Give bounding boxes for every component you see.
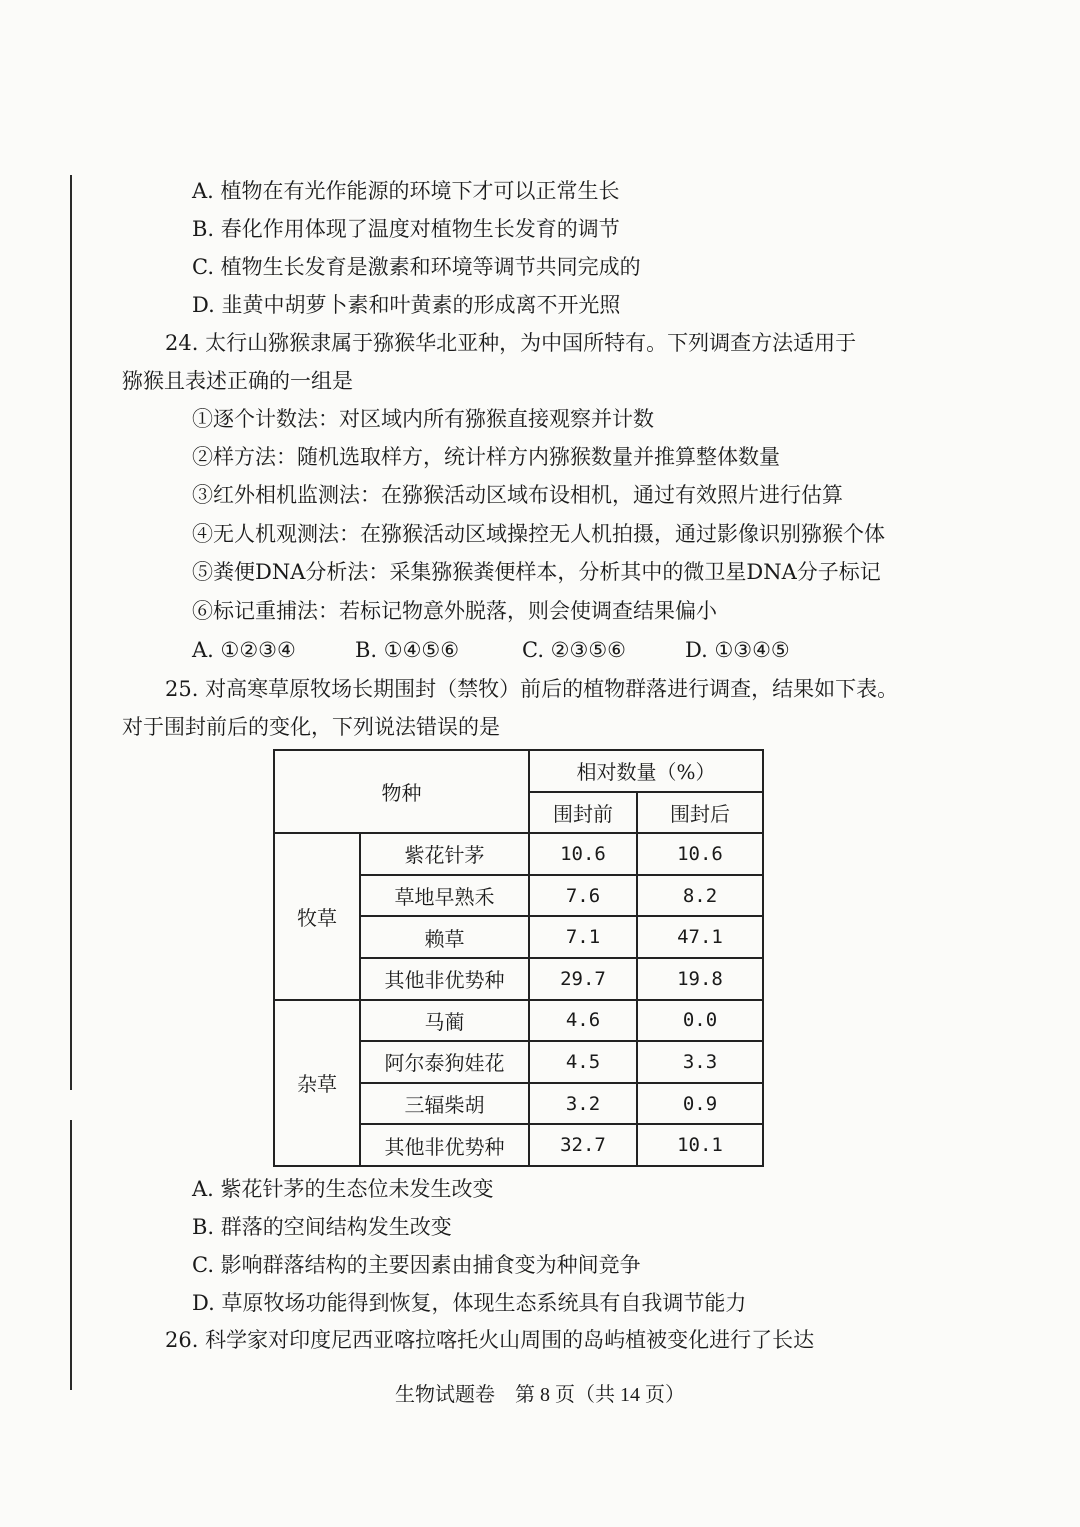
page-footer: 生物试题卷 第 8 页（共 14 页） bbox=[395, 1384, 685, 1406]
q24-item-1: ①逐个计数法：对区域内所有猕猴直接观察并计数 bbox=[192, 407, 654, 431]
q24-option-d: D. ①③④⑤ bbox=[685, 638, 790, 662]
q25-option-d: D. 草原牧场功能得到恢复，体现生态系统具有自我调节能力 bbox=[192, 1291, 747, 1315]
before-value: 4.5 bbox=[529, 1041, 637, 1083]
species-cell: 阿尔泰狗娃花 bbox=[360, 1041, 529, 1083]
q25-stem-line1: 25. 对高寒草原牧场长期围封（禁牧）前后的植物群落进行调查，结果如下表。 bbox=[165, 677, 899, 701]
q24-option-c: C. ②③⑤⑥ bbox=[522, 638, 626, 662]
after-header: 围封后 bbox=[637, 792, 763, 834]
species-cell: 赖草 bbox=[360, 916, 529, 958]
margin-line-lower bbox=[70, 1120, 72, 1390]
before-header: 围封前 bbox=[529, 792, 637, 834]
species-cell: 草地早熟禾 bbox=[360, 875, 529, 917]
after-value: 47.1 bbox=[637, 916, 763, 958]
after-value: 19.8 bbox=[637, 958, 763, 1000]
q24-stem-line1: 24. 太行山猕猴隶属于猕猴华北亚种，为中国所特有。下列调查方法适用于 bbox=[165, 331, 857, 355]
after-value: 8.2 bbox=[637, 875, 763, 917]
after-value: 10.6 bbox=[637, 833, 763, 875]
q26-stem-line1: 26. 科学家对印度尼西亚喀拉喀托火山周围的岛屿植被变化进行了长达 bbox=[165, 1328, 815, 1352]
survey-table bbox=[273, 749, 764, 1167]
before-value: 7.6 bbox=[529, 875, 637, 917]
after-value: 3.3 bbox=[637, 1041, 763, 1083]
before-value: 4.6 bbox=[529, 1000, 637, 1042]
before-value: 10.6 bbox=[529, 833, 637, 875]
species-cell: 紫花针茅 bbox=[360, 833, 529, 875]
q24-item-6: ⑥标记重捕法：若标记物意外脱落，则会使调查结果偏小 bbox=[192, 599, 717, 623]
margin-line-upper bbox=[70, 175, 72, 1090]
q24-item-4: ④无人机观测法：在猕猴活动区域操控无人机拍摄，通过影像识别猕猴个体 bbox=[192, 522, 885, 546]
q25-option-a: A. 紫花针茅的生态位未发生改变 bbox=[192, 1177, 494, 1201]
after-value: 0.0 bbox=[637, 1000, 763, 1042]
q23-option-a: A. 植物在有光作能源的环境下才可以正常生长 bbox=[192, 179, 620, 203]
q24-stem-line2: 猕猴且表述正确的一组是 bbox=[122, 369, 353, 393]
before-value: 32.7 bbox=[529, 1124, 637, 1166]
q23-option-c: C. 植物生长发育是激素和环境等调节共同完成的 bbox=[192, 255, 641, 279]
q23-option-d: D. 韭黄中胡萝卜素和叶黄素的形成离不开光照 bbox=[192, 293, 621, 317]
q25-option-c: C. 影响群落结构的主要因素由捕食变为种间竞争 bbox=[192, 1253, 641, 1277]
after-value: 0.9 bbox=[637, 1083, 763, 1125]
group-weeds: 杂草 bbox=[274, 1000, 360, 1166]
species-header: 物种 bbox=[274, 750, 529, 833]
q24-option-a: A. ①②③④ bbox=[192, 638, 296, 662]
species-cell: 三辐柴胡 bbox=[360, 1083, 529, 1125]
q24-item-2: ②样方法：随机选取样方，统计样方内猕猴数量并推算整体数量 bbox=[192, 445, 780, 469]
species-cell: 其他非优势种 bbox=[360, 1124, 529, 1166]
q24-item-5: ⑤粪便DNA分析法：采集猕猴粪便样本，分析其中的微卫星DNA分子标记 bbox=[192, 560, 881, 584]
species-cell: 马蔺 bbox=[360, 1000, 529, 1042]
q23-option-b: B. 春化作用体现了温度对植物生长发育的调节 bbox=[192, 217, 620, 241]
species-cell: 其他非优势种 bbox=[360, 958, 529, 1000]
q25-option-b: B. 群落的空间结构发生改变 bbox=[192, 1215, 452, 1239]
q24-option-b: B. ①④⑤⑥ bbox=[355, 638, 460, 662]
before-value: 3.2 bbox=[529, 1083, 637, 1125]
after-value: 10.1 bbox=[637, 1124, 763, 1166]
group-forage: 牧草 bbox=[274, 833, 360, 999]
before-value: 7.1 bbox=[529, 916, 637, 958]
before-value: 29.7 bbox=[529, 958, 637, 1000]
q24-item-3: ③红外相机监测法：在猕猴活动区域布设相机，通过有效照片进行估算 bbox=[192, 483, 843, 507]
q25-stem-line2: 对于围封前后的变化，下列说法错误的是 bbox=[122, 715, 500, 739]
relative-amount-header: 相对数量（%） bbox=[529, 750, 763, 792]
